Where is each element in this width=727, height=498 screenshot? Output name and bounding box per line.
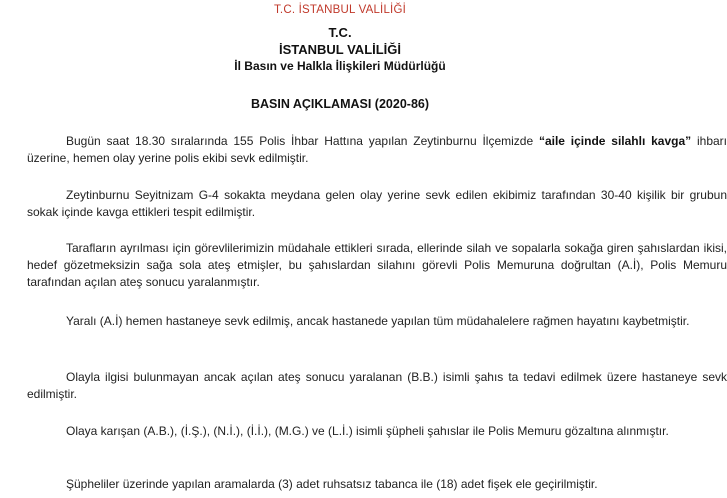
- paragraph-4: Yaralı (A.İ) hemen hastaneye sevk edilmiş, ancak hastanede yapılan tüm müdahalelere rağmen hayatını kaybetmiştir.: [66, 314, 690, 328]
- paragraph-1-bold: “aile içinde silahlı kavga”: [538, 134, 692, 148]
- header-department: İl Basın ve Halkla İlişkileri Müdürlüğü: [234, 59, 446, 73]
- paragraph-1-post: ihbarı üzerine, hemen olay yerine polis ekibi sevk edilmiştir.: [27, 134, 727, 165]
- paragraph-1-pre: Bugün saat 18.30 sıralarında 155 Polis İhbar Hattına yapılan Zeytinburnu İlçemizde: [66, 134, 539, 148]
- document-header: [0, 24, 680, 75]
- header-tc: T.C.: [328, 25, 352, 40]
- site-brand-link[interactable]: T.C. İSTANBUL VALİLİĞİ: [273, 4, 406, 16]
- header-governorship: İSTANBUL VALİLİĞİ: [278, 42, 402, 57]
- paragraph-5: Olayla ilgisi bulunmayan ancak açılan ateş sonucu yaralanan (B.B.) isimli şahıs ta tedavi edilmek üzere hastaneye sevk edilmiştir.: [27, 370, 727, 401]
- press-release-title: BASIN AÇIKLAMASI (2020-86): [250, 97, 430, 111]
- paragraph-6: Olaya karışan (A.B.), (İ.Ş.), (N.İ.), (İ.İ.), (M.G.) ve (L.İ.) isimli şüpheli şahıslar ile Polis Memuru gözaltına alınmıştır.: [66, 424, 669, 438]
- paragraph-7: Şüpheliler üzerinde yapılan aramalarda (3) adet ruhsatsız tabanca ile (18) adet fişek ele geçirilmiştir.: [66, 477, 598, 491]
- paragraph-1: [27, 133, 727, 167]
- paragraph-2: Zeytinburnu Seyitnizam G-4 sokakta meydana gelen olay yerine sevk edilen ekibimiz tarafından 30-40 kişilik bir grubun sokak içinde kavga ettikleri tespit edilmiştir.: [27, 188, 727, 219]
- site-header: [0, 0, 680, 14]
- paragraph-3: Tarafların ayrılması için görevlilerimizin müdahale ettikleri sırada, ellerinde silah ve sopalarla sokağa giren şahıslardan ikisi, hedef gözetmeksizin sağa sola ateş etmişler, bu şahıslardan silahını görevli Polis Memuruna doğrultan (A.İ), Polis Memuru tarafından açılan ateş sonucu yaralanmıştır.: [27, 241, 727, 289]
